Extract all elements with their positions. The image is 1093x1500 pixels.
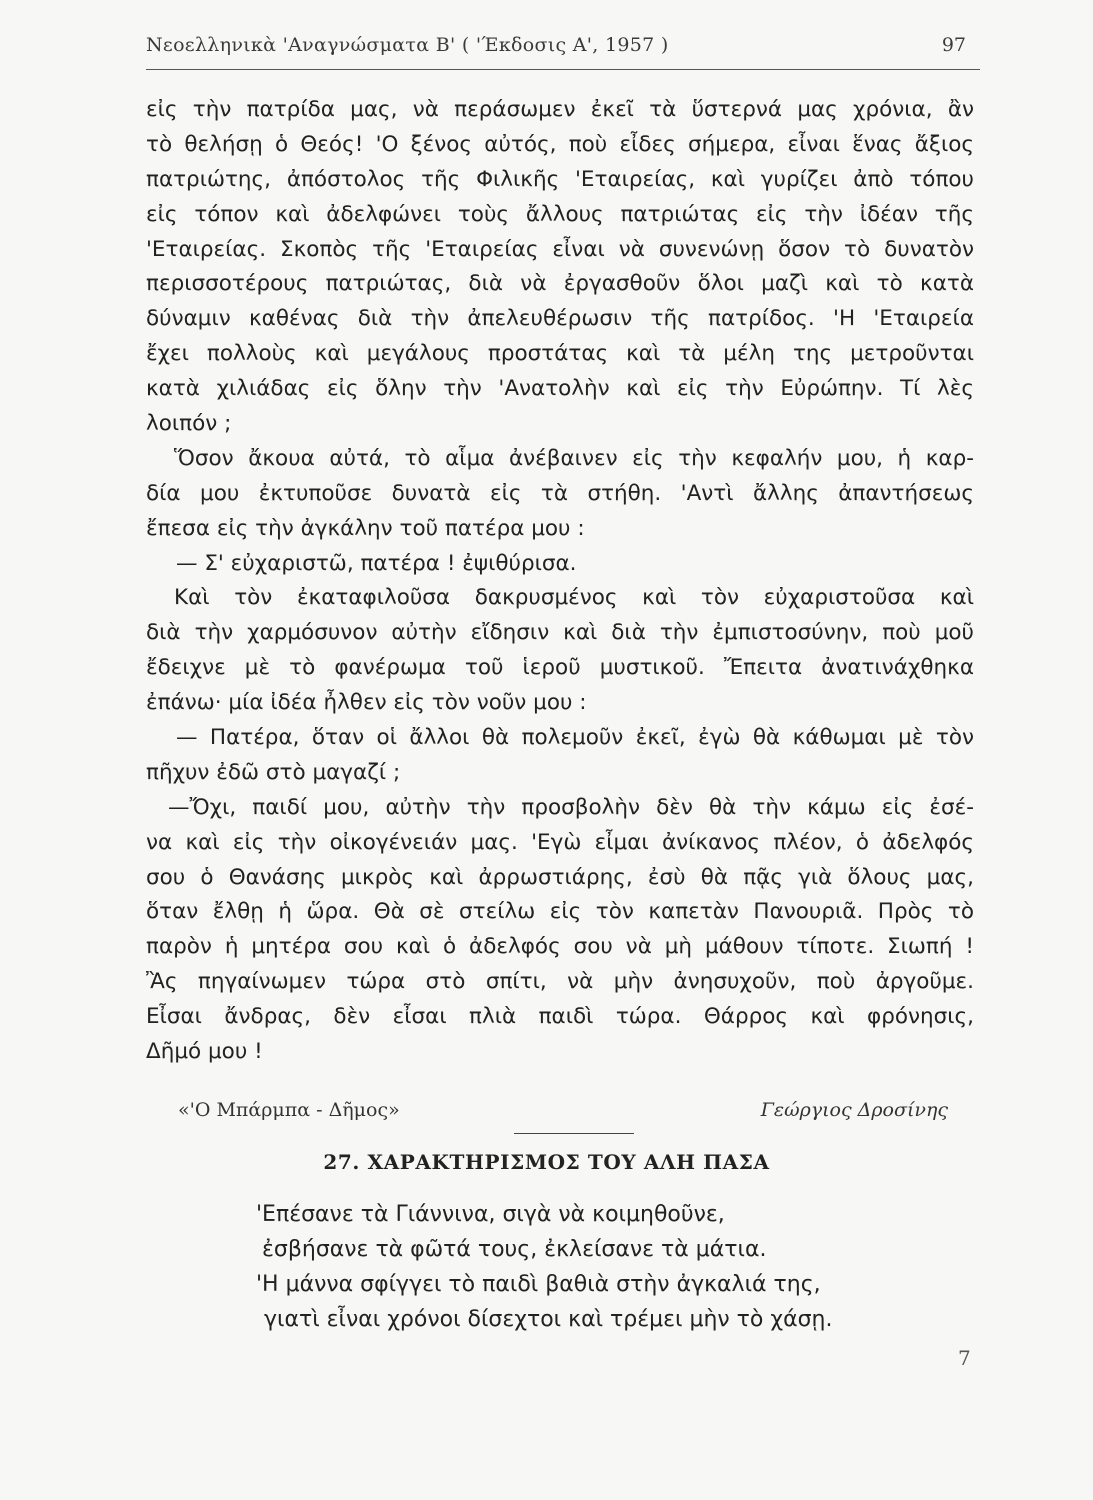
text-line: πατριώτης, ἀπόστολος τῆς Φιλικῆς 'Εταιρείας, καὶ γυρίζει ἀπὸ τόπου [146, 166, 974, 192]
printer-signature-mark: 7 [958, 1346, 971, 1370]
text-line: ἐπάνω· μία ἰδέα ἦλθεν εἰς τὸν νοῦν μου : [146, 690, 587, 716]
text-line: ὅταν ἔλθῃ ἡ ὥρα. Θὰ σὲ στείλω εἰς τὸν καπετὰν Πανουριᾶ. Πρὸς τὸ [146, 899, 974, 925]
poem-verse: ἐσβήσανε τὰ φῶτά τους, ἐκλείσανε τὰ μάτια. [262, 1237, 767, 1262]
source-author: Γεώργιος Δροσίνης [760, 1099, 948, 1121]
text-line: δία μου ἐκτυποῦσε δυνατὰ εἰς τὰ στήθη. 'Αντὶ ἄλλης ἀπαντήσεως [146, 480, 974, 506]
text-line: περισσοτέρους πατριώτας, διὰ νὰ ἐργασθοῦν ὅλοι μαζὶ καὶ τὸ κατὰ [146, 271, 974, 297]
text-line: εἰς τόπον καὶ ἀδελφώνει τοὺς ἄλλους πατριώτας εἰς τὴν ἰδέαν τῆς [146, 201, 974, 227]
poem-verse: 'Η μάννα σφίγγει τὸ παιδὶ βαθιὰ στὴν ἀγκαλιά της, [256, 1272, 821, 1297]
page-number: 97 [941, 34, 966, 56]
text-line: να καὶ εἰς τὴν οἰκογένειάν μας. 'Εγὼ εἶμαι ἀνίκανος πλέον, ὁ ἀδελφός [146, 829, 974, 855]
text-line: διὰ τὴν χαρμόσυνον αὐτὴν εἴδησιν καὶ διὰ τὴν ἐμπιστοσύνην, ποὺ μοῦ [146, 620, 974, 646]
text-line: Ἂς πηγαίνωμεν τώρα στὸ σπίτι, νὰ μὴν ἀνησυχοῦν, ποὺ ἀργοῦμε. [146, 969, 974, 995]
dialogue-line: — Πατέρα, ὅταν οἱ ἄλλοι θὰ πολεμοῦν ἐκεῖ, ἐγὼ θὰ κάθωμαι μὲ τὸν [176, 725, 974, 751]
text-line: ἔπεσα εἰς τὴν ἀγκάλην τοῦ πατέρα μου : [146, 515, 585, 541]
text-line: ἔδειχνε μὲ τὸ φανέρωμα τοῦ ἱεροῦ μυστικοῦ. Ἔπειτα ἀνατινάχθηκα [146, 655, 974, 681]
poem [256, 1197, 896, 1337]
text-line: δύναμιν καθένας διὰ τὴν ἀπελευθέρωσιν τῆς πατρίδος. 'Η 'Εταιρεία [146, 306, 974, 332]
text-line: ἔχει πολλοὺς καὶ μεγάλους προστάτας καὶ τὰ μέλη της μετροῦνται [146, 341, 974, 367]
text-line: πῆχυν ἐδῶ στὸ μαγαζί ; [146, 759, 401, 785]
text-line: 'Εταιρείας. Σκοπὸς τῆς 'Εταιρείας εἶναι νὰ συνενώνῃ ὅσον τὸ δυνατὸν [146, 236, 974, 262]
prose-body [146, 93, 974, 1070]
text-line: Δῆμό μου ! [146, 1039, 263, 1065]
dialogue-line: —Ὄχι, παιδί μου, αὐτὴν τὴν προσβολὴν δὲν θὰ τὴν κάμω εἰς ἐσέ- [168, 794, 974, 820]
dialogue-line: — Σ' εὐχαριστῶ, πατέρα ! ἐψιθύρισα. [176, 550, 577, 576]
poem-verse: 'Επέσανε τὰ Γιάννινα, σιγὰ νὰ κοιμηθοῦνε, [256, 1202, 725, 1227]
text-line: κατὰ χιλιάδας εἰς ὅλην τὴν 'Ανατολὴν καὶ εἰς τὴν Εὐρώπην. Τί λὲς [146, 376, 974, 402]
text-line: Ὅσον ἄκουα αὐτά, τὸ αἷμα ἀνέβαινεν εἰς τὴν κεφαλήν μου, ἡ καρ- [174, 445, 974, 471]
text-line: παρὸν ἡ μητέρα σου καὶ ὁ ἀδελφός σου νὰ μὴ μάθουν τίποτε. Σιωπή ! [146, 934, 974, 960]
text-line: σου ὁ Θανάσης μικρὸς καὶ ἀρρωστιάρης, ἐσὺ θὰ πᾷς γιὰ ὅλους μας, [146, 864, 974, 890]
section-divider [514, 1133, 634, 1134]
header-rule [146, 69, 980, 70]
source-work: «'Ο Μπάρμπα - Δῆμος» [178, 1099, 400, 1121]
text-line: τὸ θελήσῃ ὁ Θεός! 'Ο ξένος αὐτός, ποὺ εἶδες σήμερα, εἶναι ἕνας ἄξιος [146, 131, 974, 157]
text-line: λοιπόν ; [146, 411, 232, 437]
section-title: 27. ΧΑΡΑΚΤΗΡΙΣΜΟΣ ΤΟΥ ΑΛΗ ΠΑΣΑ [323, 1150, 770, 1174]
book-title: Νεοελληνικὰ 'Αναγνώσματα Β' ( 'Έκδοσις Α', 1957 ) [146, 34, 669, 56]
running-header [146, 34, 980, 64]
text-line: Εἶσαι ἄνδρας, δὲν εἶσαι πλιὰ παιδὶ τώρα. Θάρρος καὶ φρόνησις, [146, 1004, 974, 1030]
source-citation [178, 1099, 948, 1129]
poem-verse: γιατὶ εἶναι χρόνοι δίσεχτοι καὶ τρέμει μὴν τὸ χάσῃ. [264, 1307, 833, 1332]
text-line: εἰς τὴν πατρίδα μας, νὰ περάσωμεν ἐκεῖ τὰ ὕστερνά μας χρόνια, ἂν [146, 97, 974, 122]
text-line: Καὶ τὸν ἐκαταφιλοῦσα δακρυσμένος καὶ τὸν εὐχαριστοῦσα καὶ [174, 585, 974, 611]
